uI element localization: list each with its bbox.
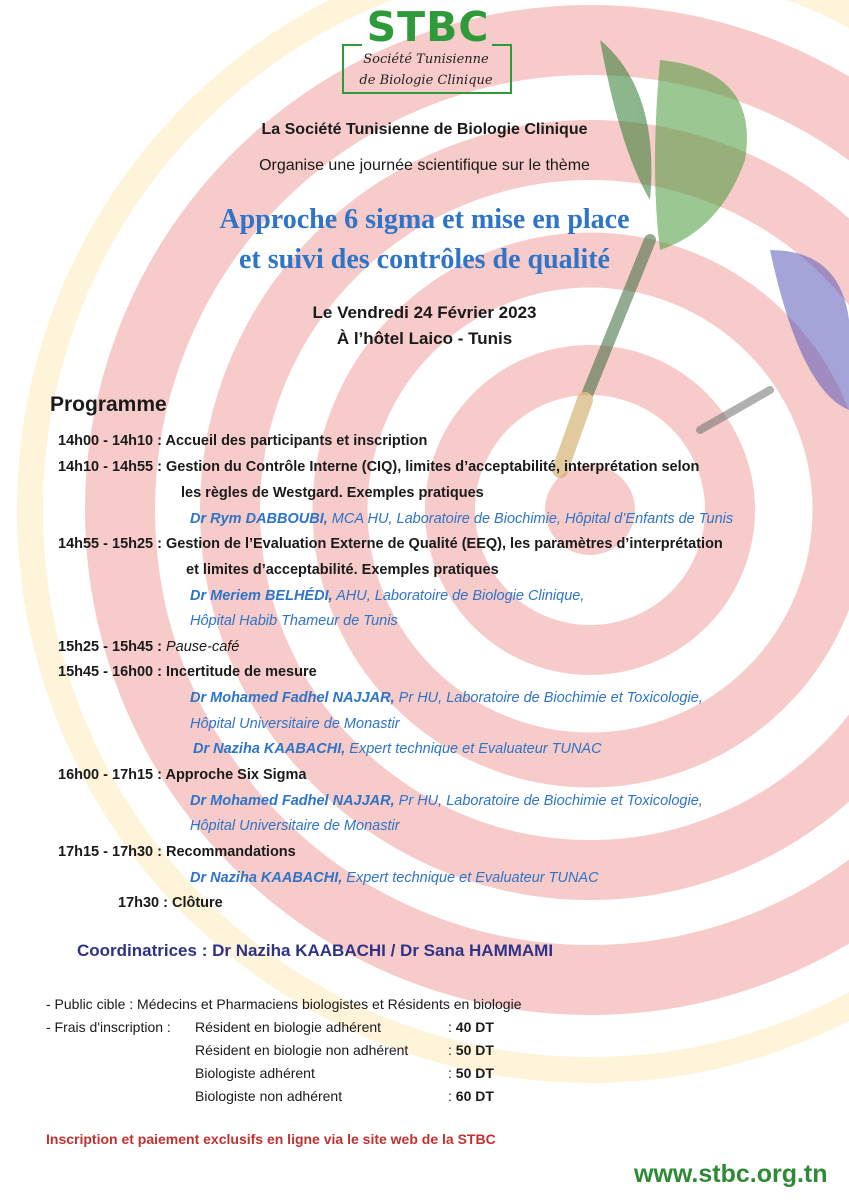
fee-amount: 40 DT bbox=[455, 1019, 494, 1035]
session-time: 17h15 - 17h30 : bbox=[58, 844, 166, 860]
speaker-affiliation: Expert technique et Evaluateur TUNAC bbox=[342, 870, 599, 886]
speaker-affiliation: Pr HU, Laboratoire de Biochimie et Toxicologie, bbox=[394, 690, 703, 706]
speaker-name: Dr Mohamed Fadhel NAJJAR, bbox=[190, 690, 395, 706]
event-venue: À l’hôtel Laico - Tunis bbox=[336, 329, 513, 348]
session-time: 14h55 - 15h25 : bbox=[58, 536, 166, 552]
fee-price bbox=[448, 1088, 494, 1104]
website-link[interactable]: www.stbc.org.tn bbox=[634, 1160, 828, 1188]
fee-price bbox=[448, 1065, 494, 1081]
speaker bbox=[190, 690, 703, 706]
logo-acronym: STBC bbox=[366, 3, 490, 51]
logo-line2: de Biologie Clinique bbox=[359, 73, 493, 88]
session-title: Accueil des participants et inscription bbox=[165, 433, 428, 449]
fee-sep: : bbox=[448, 1019, 456, 1035]
event-date-venue bbox=[0, 300, 849, 352]
session-title: Approche Six Sigma bbox=[165, 767, 307, 783]
organization-name: La Société Tunisienne de Biologie Clinique bbox=[261, 121, 588, 138]
speaker-name: Dr Naziha KAABACHI, bbox=[190, 870, 343, 886]
programme-session bbox=[58, 844, 296, 860]
speaker bbox=[190, 870, 599, 886]
stbc-logo bbox=[340, 3, 516, 98]
speaker-affiliation: Expert technique et Evaluateur TUNAC bbox=[345, 741, 602, 757]
session-time: 14h10 - 14h55 : bbox=[58, 459, 166, 475]
fee-amount: 50 DT bbox=[455, 1042, 494, 1058]
programme-session bbox=[58, 664, 317, 680]
session-title: Gestion de l’Evaluation Externe de Qualité (EEQ), les paramètres d’interprétation bbox=[166, 536, 723, 552]
theme-line2: et suivi des contrôles de qualité bbox=[239, 244, 610, 275]
fee-sep: : bbox=[448, 1065, 456, 1081]
session-time: 16h00 - 17h15 : bbox=[58, 767, 166, 783]
coordinators: Coordinatrices : Dr Naziha KAABACHI / Dr Sana HAMMAMI bbox=[77, 941, 554, 960]
session-title: Gestion du Contrôle Interne (CIQ), limites d’acceptabilité, interprétation selon bbox=[166, 459, 700, 475]
speaker-affiliation-cont: Hôpital Universitaire de Monastir bbox=[190, 716, 400, 732]
speaker-name: Dr Naziha KAABACHI, bbox=[193, 741, 346, 757]
session-title-cont: et limites d’acceptabilité. Exemples pratiques bbox=[186, 562, 499, 578]
fee-amount: 60 DT bbox=[455, 1088, 494, 1104]
fee-price bbox=[448, 1042, 494, 1058]
speaker-affiliation-cont: Hôpital Habib Thameur de Tunis bbox=[190, 613, 398, 629]
fee-category: Résident en biologie non adhérent bbox=[195, 1042, 409, 1058]
session-title: Clôture bbox=[172, 895, 223, 911]
fee-sep: : bbox=[448, 1042, 456, 1058]
programme-session bbox=[58, 767, 306, 783]
speaker-affiliation: Pr HU, Laboratoire de Biochimie et Toxicologie, bbox=[394, 793, 703, 809]
logo-line1: Société Tunisienne bbox=[363, 52, 489, 67]
fee-category: Biologiste non adhérent bbox=[195, 1088, 343, 1104]
programme-session bbox=[58, 433, 427, 449]
speaker-affiliation: AHU, Laboratoire de Biologie Clinique, bbox=[332, 588, 585, 604]
programme-title: Programme bbox=[50, 393, 167, 416]
event-date: Le Vendredi 24 Février 2023 bbox=[312, 303, 537, 322]
speaker bbox=[190, 588, 584, 604]
speaker-name: Dr Meriem BELHÉDI, bbox=[190, 588, 333, 604]
registration-note: Inscription et paiement exclusifs en ligne via le site web de la STBC bbox=[46, 1131, 496, 1147]
programme-session bbox=[58, 459, 699, 475]
speaker bbox=[190, 511, 733, 527]
session-time: 15h45 - 16h00 : bbox=[58, 664, 166, 680]
session-title: Pause-café bbox=[166, 639, 240, 655]
intro-text: Organise une journée scientifique sur le thème bbox=[259, 157, 590, 174]
speaker-name: Dr Mohamed Fadhel NAJJAR, bbox=[190, 793, 395, 809]
fee-category: Biologiste adhérent bbox=[195, 1065, 315, 1081]
speaker-affiliation: MCA HU, Laboratoire de Biochimie, Hôpital d’Enfants de Tunis bbox=[327, 511, 734, 527]
target-audience: - Public cible : Médecins et Pharmaciens biologistes et Résidents en biologie bbox=[46, 996, 522, 1012]
fee-price bbox=[448, 1019, 494, 1035]
session-title: Incertitude de mesure bbox=[166, 664, 317, 680]
fee-category: Résident en biologie adhérent bbox=[195, 1019, 382, 1035]
fee-sep: : bbox=[448, 1088, 456, 1104]
programme-session bbox=[58, 536, 723, 552]
session-title-cont: les règles de Westgard. Exemples pratiques bbox=[181, 485, 484, 501]
programme-session bbox=[118, 895, 223, 911]
fees-label: - Frais d'inscription : bbox=[46, 1019, 171, 1035]
session-time: 15h25 - 15h45 : bbox=[58, 639, 166, 655]
theme-title bbox=[0, 200, 849, 280]
speaker-affiliation-cont: Hôpital Universitaire de Monastir bbox=[190, 818, 400, 834]
fee-amount: 50 DT bbox=[455, 1065, 494, 1081]
programme-session bbox=[58, 639, 239, 655]
speaker bbox=[193, 741, 602, 757]
speaker-name: Dr Rym DABBOUBI, bbox=[190, 511, 328, 527]
session-title: Recommandations bbox=[166, 844, 296, 860]
theme-line1: Approche 6 sigma et mise en place bbox=[219, 204, 630, 235]
session-time: 17h30 : bbox=[118, 895, 172, 911]
session-time: 14h00 - 14h10 : bbox=[58, 433, 166, 449]
speaker bbox=[190, 793, 703, 809]
